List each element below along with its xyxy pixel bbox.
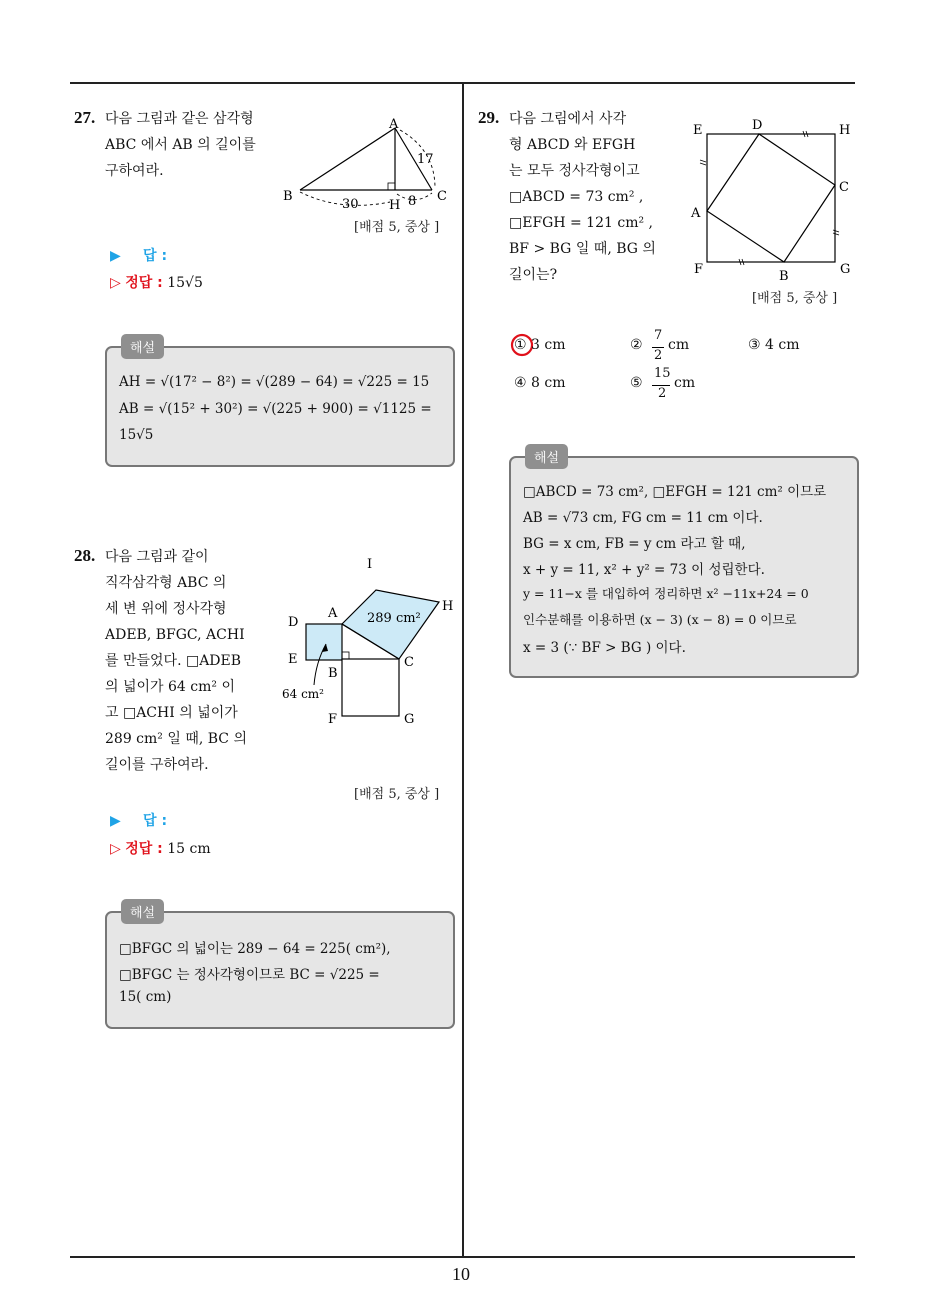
hint-tag: 해설 xyxy=(121,899,164,924)
choice-1[interactable]: ① 3 cm xyxy=(514,337,566,353)
correct-label: 정답 : xyxy=(125,275,163,291)
hint-line: □BFGC 는 정사각형이므로 BC = √225 = xyxy=(119,967,380,983)
blue-triangle-icon: ▶ xyxy=(110,813,121,829)
hint-line: □ABCD = 73 cm², □EFGH = 121 cm² 이므로 xyxy=(523,484,827,500)
q28-pythagoras-figure xyxy=(278,552,458,737)
q28-label-A: A xyxy=(328,606,338,621)
q27-label-C: C xyxy=(437,189,447,204)
q28-label-E: E xyxy=(288,652,298,667)
correct-value: 15√5 xyxy=(167,275,203,291)
q27-triangle-figure xyxy=(280,110,460,215)
q29-label-B: B xyxy=(779,269,789,282)
q28-label-H: H xyxy=(442,599,454,614)
q27-label-30: 30 xyxy=(342,197,359,212)
q27-number: 27. xyxy=(74,108,96,127)
correct-value: 15 cm xyxy=(167,841,211,857)
q27-label-17: 17 xyxy=(417,152,434,167)
q29-hint-box xyxy=(509,451,859,678)
q27-answer-row xyxy=(110,245,167,265)
q29-label-G: G xyxy=(840,262,851,277)
bottom-rule xyxy=(70,1256,855,1258)
red-triangle-icon: ▷ xyxy=(110,841,121,857)
q27-label-B: B xyxy=(283,189,293,204)
q29-label-F: F xyxy=(694,262,704,277)
answer-label: 답 : xyxy=(143,813,168,829)
q27-score-info: [배점 5, 중상 ] xyxy=(354,220,440,235)
q28-label-D: D xyxy=(288,615,299,630)
hint-line: 인수분해를 이용하면 (x − 3) (x − 8) = 0 이므로 xyxy=(523,612,797,627)
hint-tag: 해설 xyxy=(121,334,164,359)
hint-line: AB = √(15² + 30²) = √(225 + 900) = √1125 = xyxy=(119,401,432,417)
q29-squares-figure xyxy=(686,112,856,282)
q28-number: 28. xyxy=(74,546,96,565)
page-number: 10 xyxy=(452,1264,470,1284)
q28-question: 다음 그림과 같이 직각삼각형 ABC 의 세 변 위에 정사각형 ADEB, BFGC, ACHI 를 만들었다. □ADEB 의 넓이가 64 cm² 이 고 □ACHI 의 넓이가 289 cm² 일 때, BC 의 길이를 구하여라. xyxy=(105,549,247,773)
hint-line: AB = √73 cm, FG cm = 11 cm 이다. xyxy=(523,510,763,526)
blue-triangle-icon: ▶ xyxy=(110,248,121,264)
q29-label-E: E xyxy=(693,123,703,138)
hint-line: 15( cm) xyxy=(119,989,172,1005)
q28-label-I: I xyxy=(367,557,373,572)
q28-label-C: C xyxy=(404,655,414,670)
q28-score-info: [배점 5, 중상 ] xyxy=(354,787,440,802)
q28-correct-row xyxy=(110,838,211,858)
q27-label-H: H xyxy=(389,198,401,213)
q27-correct-row xyxy=(110,272,203,292)
hint-line: y = 11−x 를 대입하여 정리하면 x² −11x+24 = 0 xyxy=(523,586,809,601)
q27-question: 다음 그림과 같은 삼각형 ABC 에서 AB 의 길이를 구하여라. xyxy=(105,111,256,179)
q29-label-A: A xyxy=(691,206,701,221)
q29-question: 다음 그림에서 사각 형 ABCD 와 EFGH 는 모두 정사각형이고 □ABCD = 73 cm² , □EFGH = 121 cm² , BF > BG 일 때, BG 의 길이는? xyxy=(509,111,656,283)
q29-label-D: D xyxy=(752,118,763,133)
q28-hint-box xyxy=(105,906,455,1029)
hint-line: BG = x cm, FB = y cm 라고 할 때, xyxy=(523,536,746,552)
hint-line: □BFGC 의 넓이는 289 − 64 = 225( cm²), xyxy=(119,941,391,957)
q29-label-C: C xyxy=(839,180,849,195)
q27-label-8: 8 xyxy=(408,194,417,209)
q28-label-B: B xyxy=(328,666,338,681)
hint-line: 15√5 xyxy=(119,427,154,443)
hint-line: x + y = 11, x² + y² = 73 이 성립한다. xyxy=(523,562,765,578)
q28-label-F: F xyxy=(328,712,338,727)
column-divider xyxy=(462,82,464,1258)
choice-3[interactable]: ③ 4 cm xyxy=(748,337,800,353)
q28-area-label: 289 cm² xyxy=(367,611,421,626)
red-triangle-icon: ▷ xyxy=(110,275,121,291)
q28-label-G: G xyxy=(404,712,415,727)
answer-label: 답 : xyxy=(143,248,168,264)
correct-label: 정답 : xyxy=(125,841,163,857)
q29-score-info: [배점 5, 중상 ] xyxy=(752,291,838,306)
q29-number: 29. xyxy=(478,108,500,127)
hint-tag: 해설 xyxy=(525,444,568,469)
hint-line: AH = √(17² − 8²) = √(289 − 64) = √225 = 15 xyxy=(119,374,430,390)
q29-label-H: H xyxy=(839,123,851,138)
q27-hint-box xyxy=(105,341,455,467)
q27-label-A: A xyxy=(389,117,399,132)
choice-4[interactable]: ④ 8 cm xyxy=(514,375,566,391)
hint-line: x = 3 (∵ BF > BG ) 이다. xyxy=(523,640,686,656)
q28-answer-row xyxy=(110,810,167,830)
q28-area-label: 64 cm² xyxy=(282,687,324,701)
